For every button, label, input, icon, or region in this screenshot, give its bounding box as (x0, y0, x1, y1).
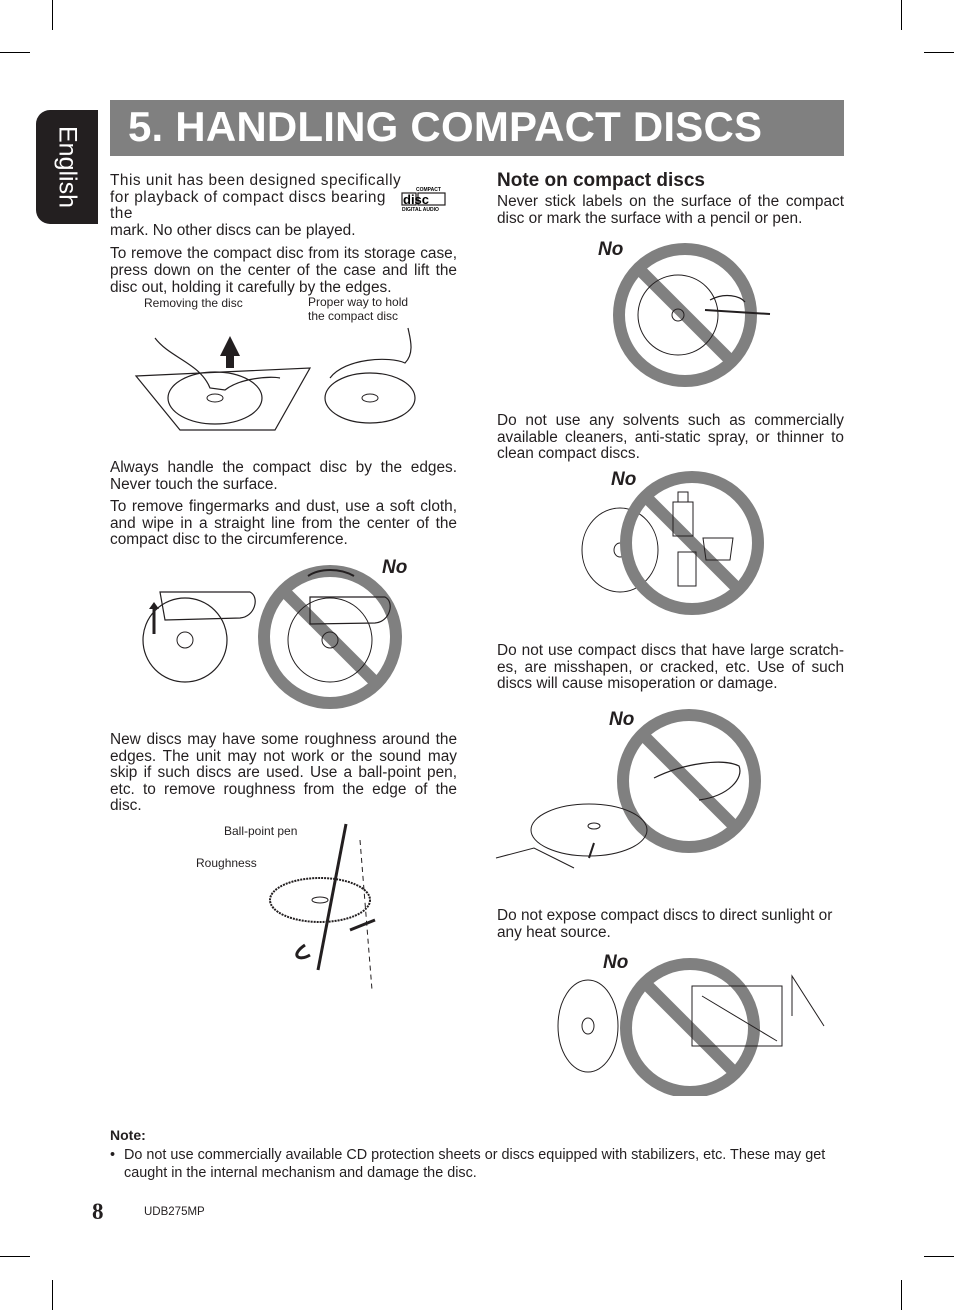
figure-label-holding: Proper way to hold the compact disc (308, 295, 409, 323)
intro-paragraph-2: To remove the compact disc from its storage case, press down on the center of the case and lift the disc out, holding it carefully by the edges. (110, 245, 457, 296)
intro-paragraph-1 (110, 173, 402, 223)
removing-disc-illustration (130, 318, 450, 438)
right-heading-block (497, 170, 844, 227)
roughness-paragraph: New discs may have some roughness around the edges. The unit may not work or the sound may skip if such discs are used. Use a ball-point pen, etc. to remove roughness from the edge of the disc. (110, 731, 457, 815)
no-label: No (603, 952, 629, 973)
label-ball-point-pen: Ball-point pen (224, 824, 298, 838)
no-heat-illustration (552, 956, 828, 1096)
wiping-disc-illustration (140, 562, 410, 712)
page-number: 8 (92, 1199, 104, 1224)
roughness-illustration (260, 820, 390, 995)
intro-paragraph-1b: mark. No other discs can be played. (110, 221, 356, 239)
language-tab (36, 110, 98, 224)
page-title: 5. HANDLING COMPACT DISCS (128, 103, 763, 150)
label-roughness: Roughness (196, 856, 257, 870)
no-damaged-discs-illustration (494, 708, 766, 888)
crop-mark (924, 52, 954, 53)
scratches-paragraph: Do not use compact discs that have large scratch-es, are misshapen, or cracked, etc. Use of such discs will cause misoperation or damage. (497, 642, 844, 693)
solvents-paragraph: Do not use any solvents such as commercially available cleaners, anti-static spray, or thinner to clean compact discs. (497, 412, 844, 463)
logo-text-top: COMPACT (416, 187, 441, 193)
crop-mark (0, 52, 30, 53)
labels-paragraph: Never stick labels on the surface of the compact disc or mark the surface with a pencil or pen. (497, 193, 844, 227)
no-label: No (609, 709, 635, 730)
bullet-icon: • (110, 1147, 116, 1163)
scratches-block (497, 643, 844, 693)
model-number: UDB275MP (144, 1206, 205, 1218)
crop-mark (924, 1256, 954, 1257)
section-title-bar (110, 100, 844, 156)
note-heading: Note: (110, 1127, 146, 1143)
crop-mark (52, 1280, 53, 1310)
sunlight-paragraph: Do not expose compact discs to direct sunlight or any heat source. (497, 907, 833, 941)
logo-text-main: disc (403, 192, 430, 207)
sunlight-block (497, 908, 844, 941)
language-tab-label: English (53, 126, 82, 208)
solvents-block (497, 413, 844, 463)
section-heading: Note on compact discs (497, 170, 705, 191)
handling-paragraph-2: To remove fingermarks and dust, use a soft cloth, and wipe in a straight line from the center of the compact disc to the circumference. (110, 498, 457, 549)
no-label: No (382, 557, 408, 578)
no-label: No (611, 469, 637, 490)
no-label: No (598, 239, 624, 260)
no-solvents-illustration (578, 470, 768, 620)
handling-paragraph-1: Always handle the compact disc by the edges. Never touch the surface. (110, 459, 457, 493)
handling-block (110, 460, 457, 549)
logo-text-bottom: DIGITAL AUDIO (402, 207, 439, 213)
crop-mark (901, 0, 902, 30)
compact-disc-logo (400, 186, 447, 213)
crop-mark (0, 1256, 30, 1257)
crop-mark (901, 1280, 902, 1310)
note-item (110, 1146, 846, 1182)
note-text: Do not use commercially available CD protection sheets or discs equipped with stabilizers, etc. These may get caught in the internal mechanism and damage the disc. (124, 1147, 826, 1181)
no-labels-illustration (610, 240, 780, 390)
crop-mark (52, 0, 53, 30)
intro-text: This unit has been designed specifically for playback of compact discs bearing the (110, 172, 402, 223)
roughness-block (110, 732, 457, 815)
figure-label-removing: Removing the disc (144, 296, 243, 310)
